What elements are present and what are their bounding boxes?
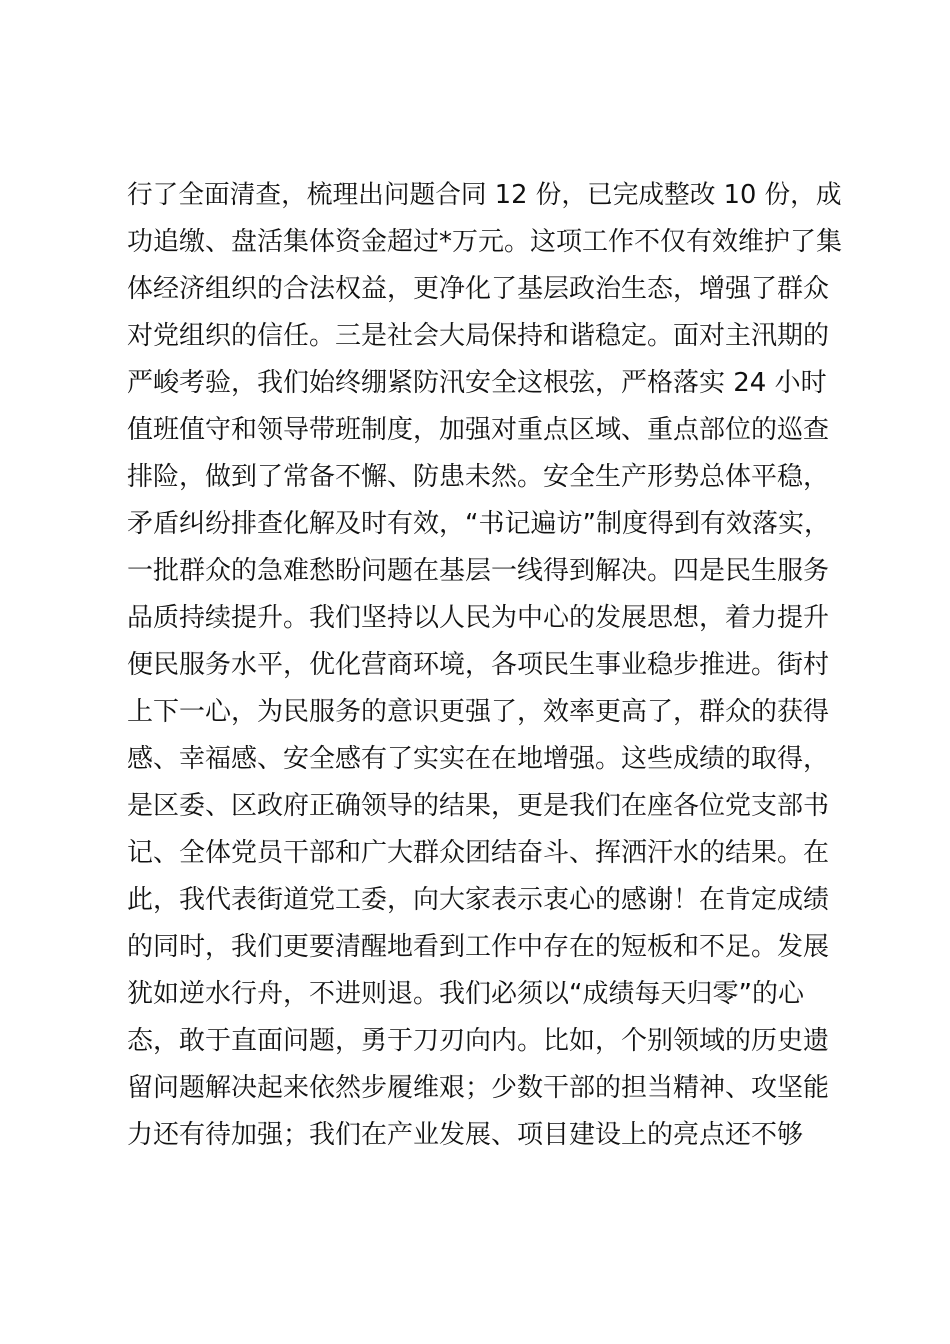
text-line: 值班值守和领导带班制度，加强对重点区域、重点部位的巡查 bbox=[127, 415, 830, 445]
text-line: 留问题解决起来依然步履维艰；少数干部的担当精神、攻坚能 bbox=[127, 1073, 830, 1103]
text-line: 体经济组织的合法权益，更净化了基层政治生态，增强了群众 bbox=[127, 274, 830, 304]
text-line: 便民服务水平，优化营商环境，各项民生事业稳步推进。街村 bbox=[127, 650, 830, 680]
text-line: 严峻考验，我们始终绷紧防汛安全这根弦，严格落实 24 小时 bbox=[127, 368, 827, 398]
text-line: 一批群众的急难愁盼问题在基层一线得到解决。四是民生服务 bbox=[127, 556, 830, 586]
body-paragraph bbox=[127, 172, 847, 1159]
text-line: 力还有待加强；我们在产业发展、项目建设上的亮点还不够 bbox=[127, 1120, 804, 1150]
text-line: 态，敢于直面问题，勇于刀刃向内。比如，个别领域的历史遗 bbox=[127, 1026, 830, 1056]
text-line: 对党组织的信任。三是社会大局保持和谐稳定。面对主汛期的 bbox=[127, 321, 830, 351]
text-line: 犹如逆水行舟，不进则退。我们必须以“成绩每天归零”的心 bbox=[127, 979, 804, 1009]
text-line: 品质持续提升。我们坚持以人民为中心的发展思想，着力提升 bbox=[127, 603, 830, 633]
text-line: 记、全体党员干部和广大群众团结奋斗、挥洒汗水的结果。在 bbox=[127, 838, 830, 868]
text-line: 功追缴、盘活集体资金超过*万元。这项工作不仅有效维护了集 bbox=[127, 227, 843, 257]
text-line: 排险，做到了常备不懈、防患未然。安全生产形势总体平稳， bbox=[127, 462, 830, 492]
text-line: 此，我代表街道党工委，向大家表示衷心的感谢！在肯定成绩 bbox=[127, 885, 830, 915]
text-line: 上下一心，为民服务的意识更强了，效率更高了，群众的获得 bbox=[127, 697, 830, 727]
text-line: 感、幸福感、安全感有了实实在在地增强。这些成绩的取得， bbox=[127, 744, 830, 774]
text-line: 是区委、区政府正确领导的结果，更是我们在座各位党支部书 bbox=[127, 791, 830, 821]
text-line: 矛盾纠纷排查化解及时有效，“书记遍访”制度得到有效落实， bbox=[127, 509, 830, 539]
text-line: 行了全面清查，梳理出问题合同 12 份，已完成整改 10 份，成 bbox=[127, 180, 842, 210]
text-line: 的同时，我们更要清醒地看到工作中存在的短板和不足。发展 bbox=[127, 932, 830, 962]
